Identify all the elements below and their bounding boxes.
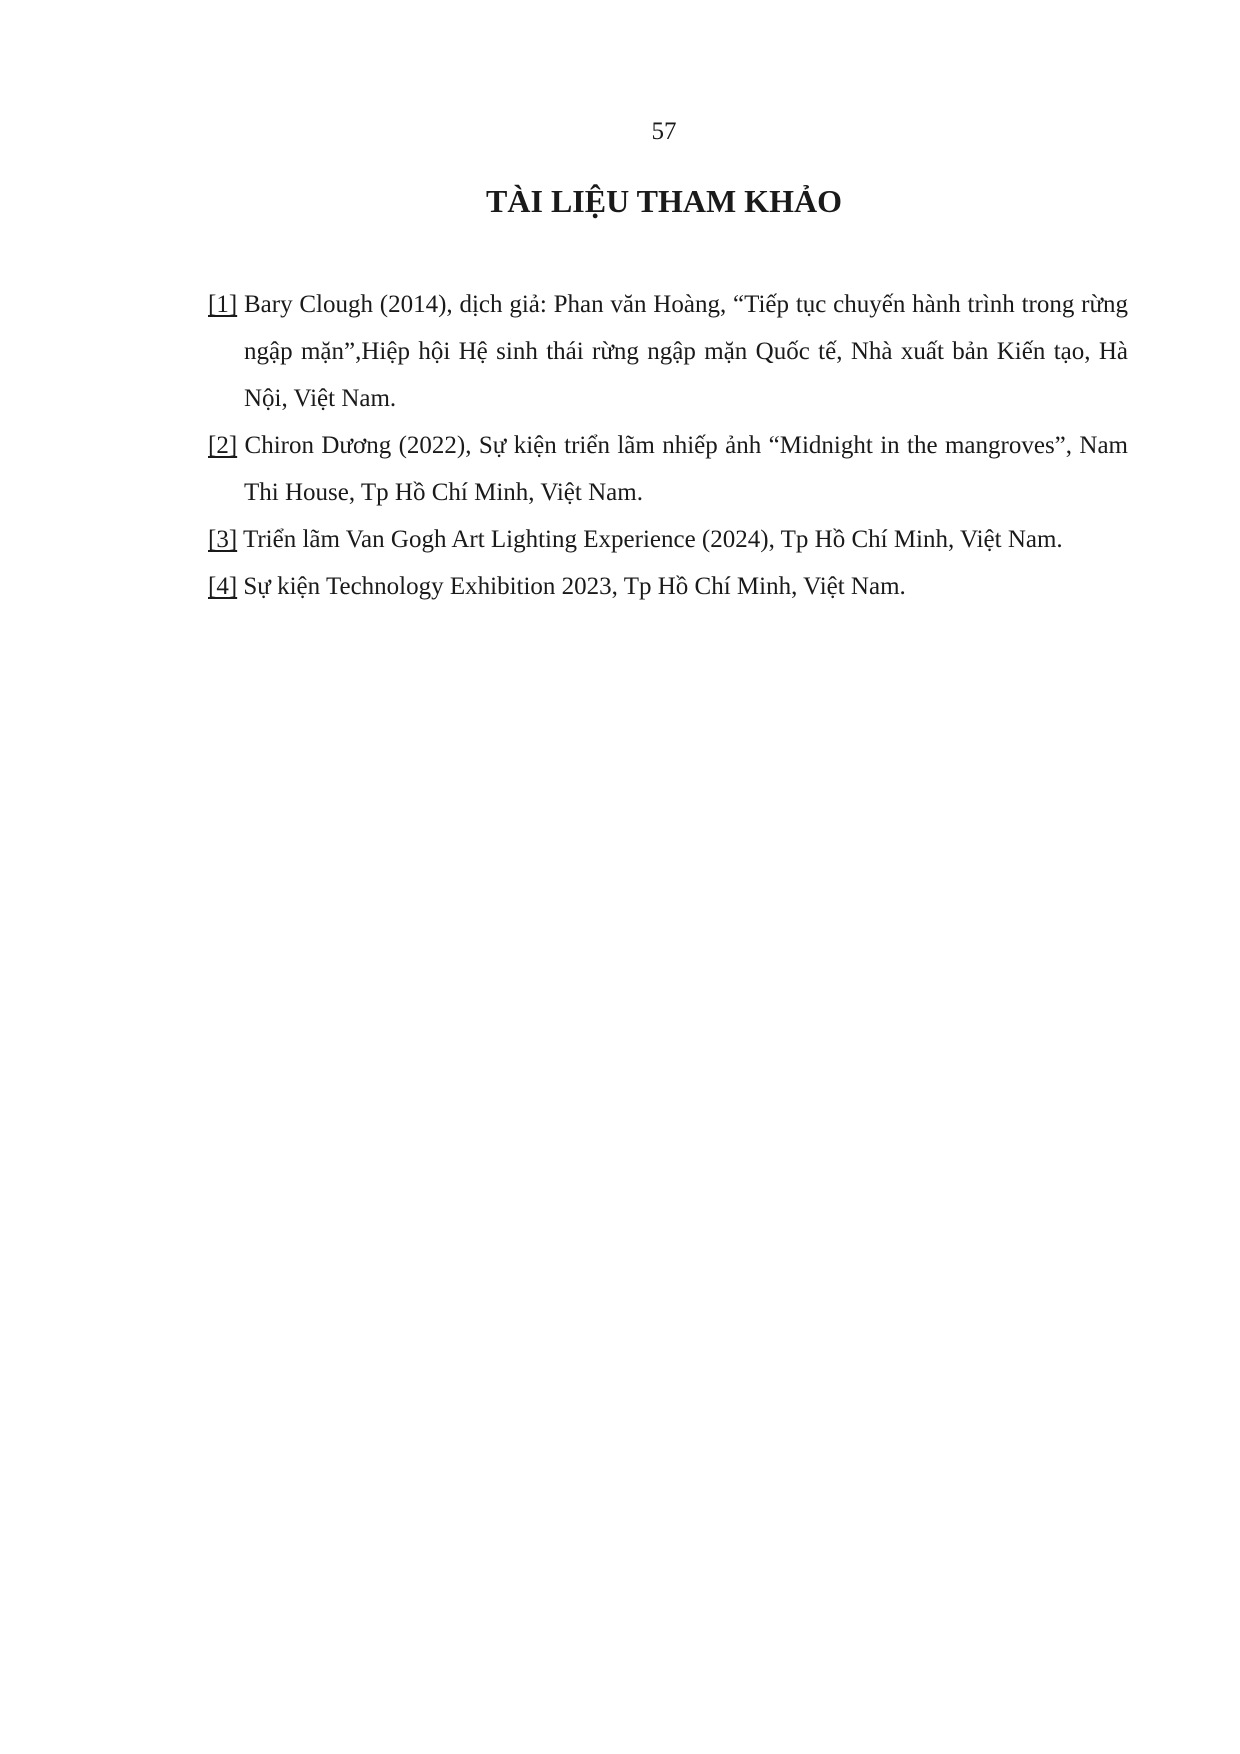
reference-marker-4[interactable]: [4] [208,573,238,600]
reference-item [208,516,1128,563]
page-number: 57 [651,118,677,145]
reference-list [208,281,1128,610]
reference-item [208,281,1128,422]
reference-item [208,563,1128,610]
reference-marker-2[interactable]: [2] [208,432,238,459]
reference-text: Bary Clough (2014), dịch giả: Phan văn Hoàng, “Tiếp tục chuyến hành trình trong rừng ngập mặn”,Hiệp hội Hệ sinh thái rừng ngập mặn Quốc tế, Nhà xuất bản Kiến tạo, Hà Nội, Việt Nam. [243,291,1129,412]
reference-text: Chiron Dương (2022), Sự kiện triển lãm nhiếp ảnh “Midnight in the mangroves”, Nam Thi House, Tp Hồ Chí Minh, Việt Nam. [244,432,1129,506]
reference-marker-1[interactable]: [1] [208,291,238,318]
reference-text: Triển lãm Van Gogh Art Lighting Experience (2024), Tp Hồ Chí Minh, Việt Nam. [242,526,1063,553]
page-title: TÀI LIỆU THAM KHẢO [486,183,842,219]
reference-marker-3[interactable]: [3] [208,526,238,553]
reference-item [208,422,1128,516]
reference-text: Sự kiện Technology Exhibition 2023, Tp Hồ Chí Minh, Việt Nam. [243,573,906,600]
